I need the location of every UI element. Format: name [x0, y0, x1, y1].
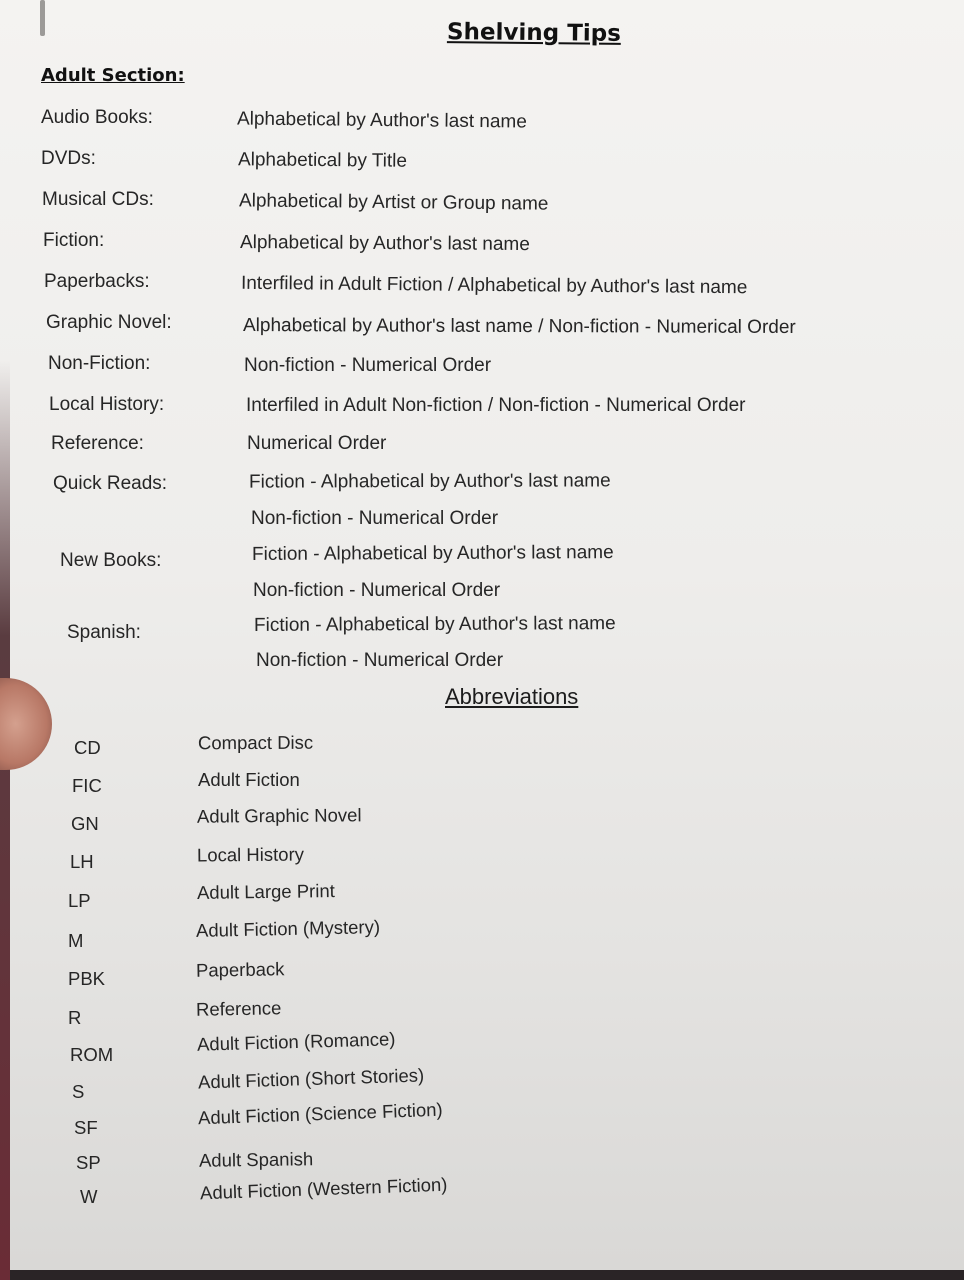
shelving-rule: Fiction - Alphabetical by Author's last name: [253, 613, 616, 636]
abbreviation-code: M: [68, 930, 84, 951]
staple-mark: [40, 0, 45, 36]
shelving-rule: Fiction - Alphabetical by Author's last name: [248, 470, 611, 493]
shelving-label: New Books:: [60, 550, 162, 571]
shelving-rule: Non-fiction - Numerical Order: [251, 508, 499, 529]
shelving-label: Spanish:: [67, 622, 141, 643]
shelving-label: Local History:: [49, 394, 165, 415]
shelving-rule: Interfiled in Adult Non-fiction / Non-fiction - Numerical Order: [246, 395, 746, 416]
abbreviation-meaning: Reference: [195, 997, 282, 1020]
abbreviation-code: ROM: [70, 1044, 114, 1065]
shelving-label: Reference:: [51, 433, 144, 454]
shelving-rule: Alphabetical by Title: [237, 149, 408, 172]
page-title: Shelving Tips: [446, 19, 622, 47]
shelving-rule: Non-fiction - Numerical Order: [253, 580, 501, 601]
abbreviation-code: LP: [68, 890, 91, 911]
abbreviation-meaning: Adult Fiction: [198, 769, 300, 790]
abbreviation-code: FIC: [72, 775, 102, 796]
shelving-label: Audio Books:: [41, 107, 153, 128]
shelving-rule: Alphabetical by Author's last name: [236, 108, 527, 133]
abbreviation-code: CD: [74, 737, 101, 758]
shelving-rule: Non-fiction - Numerical Order: [244, 355, 492, 376]
abbreviation-code: W: [80, 1186, 98, 1207]
shelving-rule: Alphabetical by Author's last name / Non-fiction - Numerical Order: [242, 315, 796, 338]
shelving-label: Musical CDs:: [42, 189, 154, 210]
abbreviation-meaning: Local History: [196, 843, 305, 866]
book-edge: [0, 360, 10, 1280]
shelving-rule: Alphabetical by Artist or Group name: [238, 190, 549, 215]
abbreviation-meaning: Adult Fiction (Western Fiction): [199, 1173, 448, 1204]
abbreviation-meaning: Compact Disc: [197, 731, 314, 754]
abbreviation-code: SP: [76, 1152, 101, 1173]
section-heading: Adult Section:: [41, 65, 185, 86]
abbreviation-meaning: Paperback: [195, 958, 285, 981]
abbreviation-code: SF: [74, 1117, 98, 1138]
shelving-label: DVDs:: [41, 148, 96, 169]
abbreviation-meaning: Adult Large Print: [196, 880, 335, 903]
abbreviation-meaning: Adult Spanish: [198, 1148, 314, 1171]
abbreviation-meaning: Adult Fiction (Romance): [196, 1028, 396, 1055]
abbreviation-meaning: Adult Graphic Novel: [196, 804, 362, 827]
shelving-label: Paperbacks:: [44, 271, 150, 292]
shelving-label: Non-Fiction:: [48, 353, 151, 374]
abbreviation-code: S: [72, 1081, 85, 1102]
shelving-rule: Non-fiction - Numerical Order: [256, 650, 504, 671]
abbreviation-meaning: Adult Fiction (Short Stories): [197, 1064, 425, 1093]
shelving-rule: Interfiled in Adult Fiction / Alphabetical by Author's last name: [240, 272, 748, 299]
abbreviation-meaning: Adult Fiction (Science Fiction): [197, 1098, 443, 1129]
abbreviations-heading: Abbreviations: [445, 684, 579, 709]
abbreviation-code: GN: [71, 813, 99, 834]
abbreviation-code: LH: [70, 851, 94, 872]
abbreviation-code: R: [68, 1007, 82, 1028]
shelving-rule: Fiction - Alphabetical by Author's last name: [251, 542, 614, 565]
shelving-label: Graphic Novel:: [46, 312, 172, 333]
abbreviation-code: PBK: [68, 968, 106, 989]
shelving-rule: Numerical Order: [247, 433, 387, 454]
shelving-label: Fiction:: [43, 230, 105, 251]
abbreviation-meaning: Adult Fiction (Mystery): [195, 916, 381, 941]
shelving-rule: Alphabetical by Author's last name: [239, 231, 530, 256]
shelving-label: Quick Reads:: [53, 473, 168, 494]
